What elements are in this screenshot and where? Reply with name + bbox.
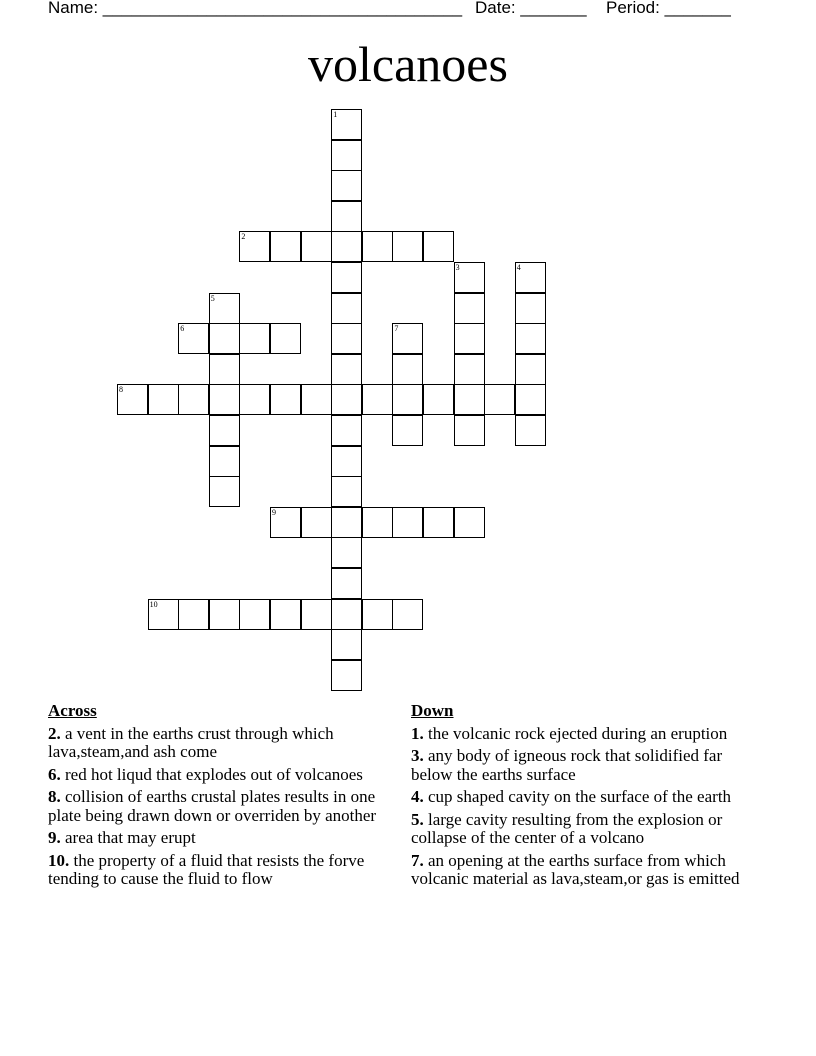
clue-number: 8. bbox=[48, 787, 61, 806]
clue-number-label: 8 bbox=[119, 385, 123, 395]
clue-text: the property of a fluid that resists the forve tending to cause the fluid to flow bbox=[48, 850, 365, 888]
clue-number-label: 10 bbox=[149, 599, 158, 609]
crossword-cell[interactable] bbox=[331, 231, 362, 262]
clue-text: the volcanic rock ejected during an eruption bbox=[428, 723, 728, 743]
crossword-cell[interactable] bbox=[392, 384, 423, 415]
crossword-cell[interactable] bbox=[331, 415, 362, 446]
clue-number-label: 4 bbox=[516, 263, 521, 272]
clue-text: an opening at the earths surface from which volcanic material as lava,steam,or gas is emitted bbox=[411, 850, 740, 888]
down-clues bbox=[411, 702, 761, 893]
clue-number: 10. bbox=[48, 850, 70, 870]
crossword-cell[interactable] bbox=[331, 568, 362, 599]
down-heading: Down bbox=[411, 701, 454, 720]
crossword-cell[interactable] bbox=[178, 384, 209, 415]
crossword-cell[interactable] bbox=[301, 599, 332, 630]
crossword-cell[interactable] bbox=[392, 231, 423, 262]
crossword-cell[interactable] bbox=[331, 660, 362, 691]
clue-number: 1. bbox=[411, 723, 424, 743]
across-clue bbox=[48, 788, 388, 825]
crossword-cell[interactable] bbox=[454, 354, 485, 385]
clue-text: cup shaped cavity on the surface of the earth bbox=[428, 787, 732, 806]
crossword-cell[interactable] bbox=[423, 384, 454, 415]
crossword-cell[interactable] bbox=[331, 354, 362, 385]
crossword-cell[interactable] bbox=[239, 231, 270, 262]
across-clues bbox=[48, 702, 388, 893]
crossword-cell[interactable] bbox=[178, 599, 209, 630]
crossword-cell[interactable] bbox=[331, 201, 362, 232]
clue-text: area that may erupt bbox=[65, 828, 196, 847]
crossword-cell[interactable] bbox=[362, 231, 393, 262]
crossword-cell[interactable] bbox=[239, 384, 270, 415]
clue-number: 7. bbox=[411, 850, 424, 870]
clue-number-label: 1 bbox=[333, 110, 338, 119]
crossword-cell[interactable] bbox=[331, 109, 362, 140]
clue-number: 9. bbox=[48, 828, 61, 847]
crossword-cell[interactable] bbox=[392, 354, 423, 385]
crossword-cell[interactable] bbox=[515, 262, 546, 293]
crossword-cell[interactable] bbox=[331, 599, 362, 630]
crossword-cell[interactable] bbox=[331, 384, 362, 415]
clue-text: collision of earths crustal plates results in one plate being drawn down or overriden by another bbox=[48, 787, 377, 825]
crossword-cell[interactable] bbox=[209, 599, 240, 630]
crossword-cell[interactable] bbox=[331, 140, 362, 171]
crossword-cell[interactable] bbox=[209, 446, 240, 477]
down-clue bbox=[411, 852, 761, 889]
clue-number: 5. bbox=[411, 809, 424, 829]
crossword-cell[interactable] bbox=[331, 170, 362, 201]
crossword-cell[interactable] bbox=[454, 415, 485, 446]
crossword-cell[interactable] bbox=[301, 507, 332, 538]
crossword-cell[interactable] bbox=[270, 323, 301, 354]
date-field[interactable]: Date: _______ bbox=[475, 0, 587, 17]
clue-number-label: 7 bbox=[394, 324, 399, 334]
crossword-cell[interactable] bbox=[392, 415, 423, 446]
clue-text: red hot liqud that explodes out of volcanoes bbox=[65, 764, 363, 784]
crossword-cell[interactable] bbox=[392, 599, 423, 630]
crossword-cell[interactable] bbox=[362, 599, 393, 630]
crossword-cell[interactable] bbox=[331, 262, 362, 293]
clue-number-label: 3 bbox=[455, 263, 460, 272]
crossword-cell[interactable] bbox=[331, 537, 362, 568]
crossword-cell[interactable] bbox=[270, 384, 301, 415]
crossword-cell[interactable] bbox=[209, 354, 240, 385]
crossword-cell[interactable] bbox=[148, 599, 179, 630]
clue-number-label: 6 bbox=[180, 324, 185, 334]
across-heading: Across bbox=[48, 701, 97, 720]
crossword-cell[interactable] bbox=[515, 354, 546, 385]
crossword-cell[interactable] bbox=[392, 323, 423, 354]
across-clue bbox=[48, 829, 388, 848]
crossword-cell[interactable] bbox=[301, 231, 332, 262]
crossword-cell[interactable] bbox=[209, 415, 240, 446]
clue-number-label: 2 bbox=[241, 232, 246, 242]
page-title: volcanoes bbox=[308, 36, 508, 92]
crossword-cell[interactable] bbox=[178, 323, 209, 354]
crossword-cell[interactable] bbox=[239, 599, 270, 630]
crossword-cell[interactable] bbox=[117, 384, 148, 415]
crossword-cell[interactable] bbox=[270, 231, 301, 262]
crossword-cell[interactable] bbox=[454, 323, 485, 354]
clue-number: 6. bbox=[48, 764, 61, 784]
clue-text: a vent in the earths crust through which lava,steam,and ash come bbox=[48, 723, 334, 761]
crossword-cell[interactable] bbox=[423, 507, 454, 538]
down-clue bbox=[411, 811, 761, 848]
name-field[interactable]: Name: ______________________________________ bbox=[48, 0, 463, 17]
across-clue bbox=[48, 725, 388, 762]
crossword-cell[interactable] bbox=[331, 476, 362, 507]
clue-text: any body of igneous rock that solidified far below the earths surface bbox=[411, 746, 723, 784]
crossword-cell[interactable] bbox=[209, 476, 240, 507]
down-clue bbox=[411, 788, 761, 807]
crossword-cell[interactable] bbox=[454, 507, 485, 538]
across-clue bbox=[48, 852, 388, 889]
clue-number: 2. bbox=[48, 723, 61, 743]
crossword-cell[interactable] bbox=[331, 323, 362, 354]
crossword-cell[interactable] bbox=[148, 384, 179, 415]
crossword-cell[interactable] bbox=[515, 415, 546, 446]
crossword-cell[interactable] bbox=[331, 629, 362, 660]
crossword-cell[interactable] bbox=[423, 231, 454, 262]
crossword-cell[interactable] bbox=[362, 384, 393, 415]
crossword-cell[interactable] bbox=[209, 384, 240, 415]
crossword-cell[interactable] bbox=[270, 599, 301, 630]
crossword-cell[interactable] bbox=[331, 507, 362, 538]
crossword-cell[interactable] bbox=[239, 323, 270, 354]
crossword-cell[interactable] bbox=[270, 507, 301, 538]
down-clue bbox=[411, 725, 761, 744]
crossword-cell[interactable] bbox=[331, 293, 362, 324]
clue-text: large cavity resulting from the explosion or collapse of the center of a volcano bbox=[411, 809, 723, 847]
clue-number: 3. bbox=[411, 746, 424, 765]
crossword-cell[interactable] bbox=[392, 507, 423, 538]
across-clue bbox=[48, 766, 388, 785]
clue-number-label: 9 bbox=[272, 507, 276, 517]
crossword-cell[interactable] bbox=[454, 262, 485, 293]
clue-number-label: 5 bbox=[210, 293, 215, 303]
crossword-cell[interactable] bbox=[515, 384, 546, 415]
crossword-cell[interactable] bbox=[362, 507, 393, 538]
crossword-cell[interactable] bbox=[515, 293, 546, 324]
period-field[interactable]: Period: _______ bbox=[606, 0, 731, 17]
crossword-cell[interactable] bbox=[515, 323, 546, 354]
clue-number: 4. bbox=[411, 787, 424, 806]
crossword-cell[interactable] bbox=[484, 384, 515, 415]
crossword-cell[interactable] bbox=[331, 446, 362, 477]
down-clue bbox=[411, 747, 761, 784]
crossword-cell[interactable] bbox=[454, 293, 485, 324]
crossword-cell[interactable] bbox=[301, 384, 332, 415]
crossword-cell[interactable] bbox=[209, 293, 240, 324]
crossword-cell[interactable] bbox=[209, 323, 240, 354]
crossword-cell[interactable] bbox=[454, 384, 485, 415]
